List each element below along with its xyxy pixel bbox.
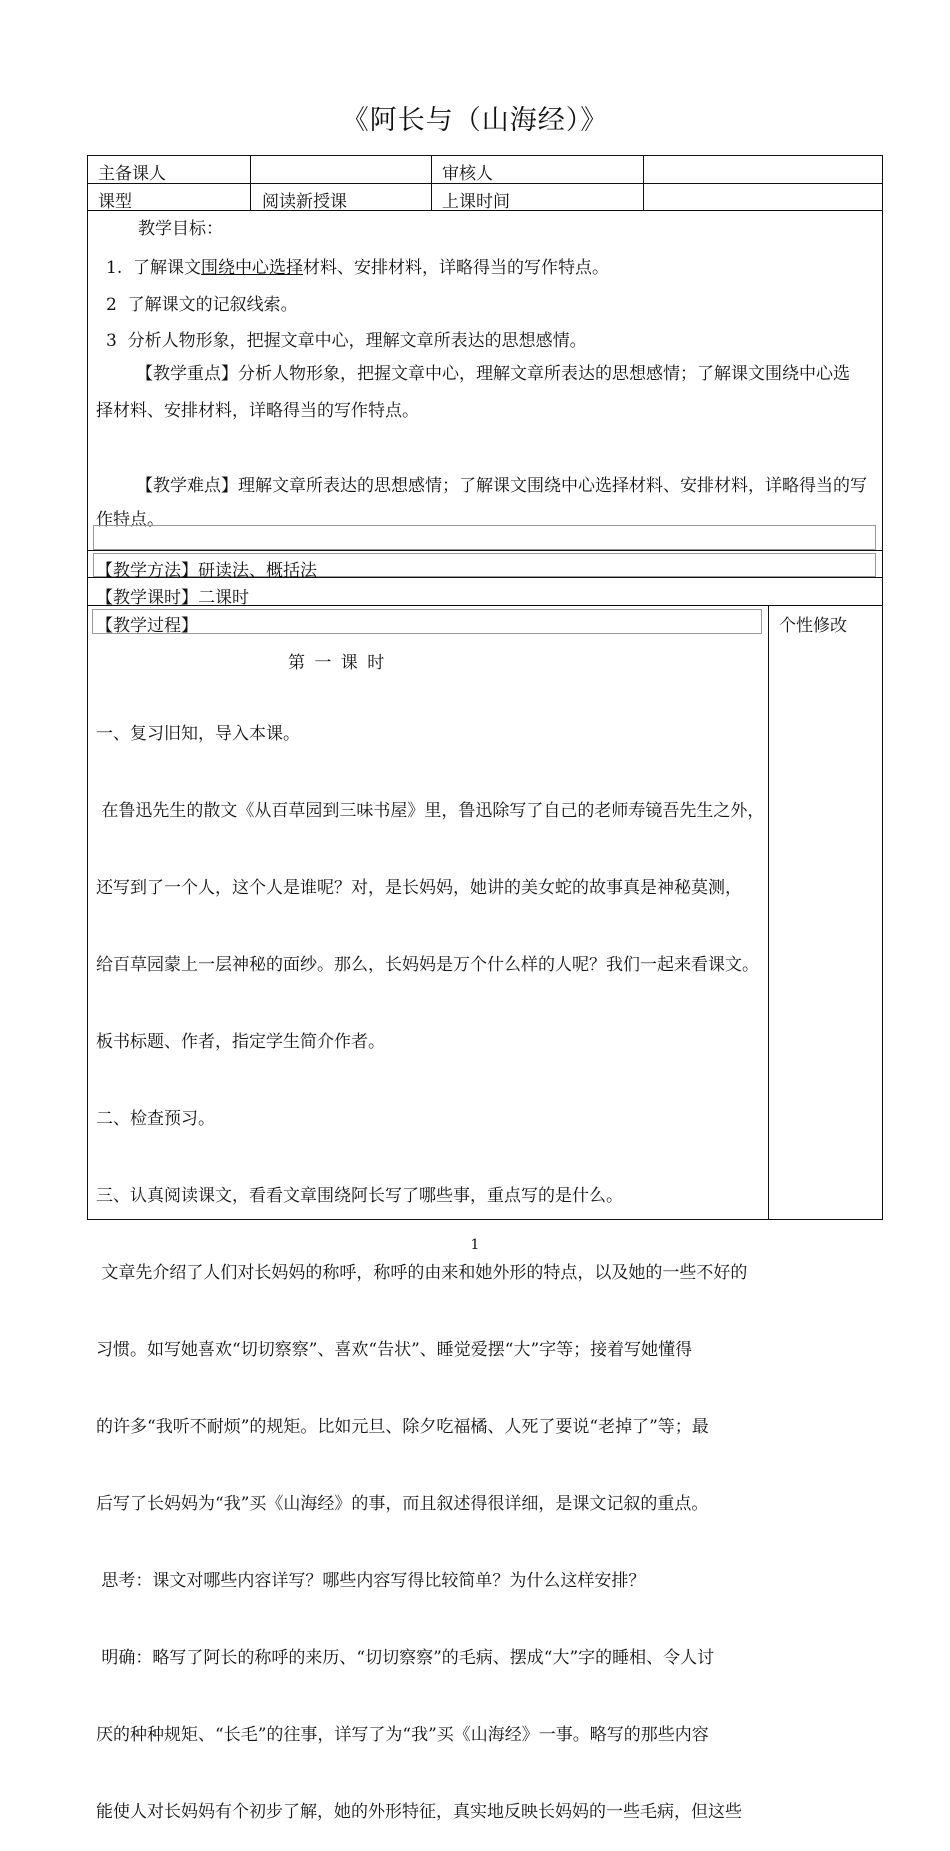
objectives-heading: 教学目标： bbox=[138, 219, 223, 239]
objective-text-post: 材料、安排材料，详略得当的写作特点。 bbox=[303, 258, 610, 278]
body-line: 的许多“我听不耐烦”的规矩。比如元旦、除夕吃福橘、人死了要说“老掉了”等；最 bbox=[96, 1417, 709, 1437]
body-line: 在鲁迅先生的散文《从百草园到三味书屋》里，鲁迅除写了自己的老师寿镜吾先生之外， bbox=[96, 801, 765, 821]
label-lead-teacher: 主备课人 bbox=[98, 164, 166, 184]
header-col-divider-1 bbox=[250, 155, 251, 211]
body-line: 一、复习旧知，导入本课。 bbox=[96, 724, 300, 744]
body-line: 后写了长妈妈为“我”买《山海经》的事，而且叙述得很详细，是课文记叙的重点。 bbox=[96, 1494, 709, 1514]
key-points bbox=[96, 356, 850, 430]
key-points-line: 【教学重点】分析人物形象，把握文章中心，理解文章所表达的思想感情；了解课文围绕中心选 bbox=[136, 364, 850, 384]
objective-text-pre: 了解课文 bbox=[133, 258, 202, 278]
label-class-time: 上课时间 bbox=[442, 192, 510, 212]
objective-item-2 bbox=[106, 290, 298, 315]
body-line: 明确：略写了阿长的称呼的来历、“切切察察”的毛病、摆成“大”字的睡相、令人讨 bbox=[96, 1648, 715, 1668]
objective-text-underlined: 围绕中心选择 bbox=[201, 258, 304, 278]
lesson-title: 第 一 课 时 bbox=[288, 653, 387, 673]
personal-notes-heading: 个性修改 bbox=[779, 616, 847, 636]
difficulty-line: 作特点。 bbox=[96, 510, 164, 530]
process-heading: 【教学过程】 bbox=[96, 616, 198, 636]
body-line: 还写到了一个人，这个人是谁呢？对，是长妈妈，她讲的美女蛇的故事真是神秘莫测， bbox=[96, 878, 742, 898]
key-points-line: 择材料、安排材料，详略得当的写作特点。 bbox=[96, 401, 419, 421]
body-line: 厌的种种规矩、“长毛”的往事，详写了为“我”买《山海经》一事。略写的那些内容 bbox=[96, 1725, 709, 1745]
objective-text: 分析人物形象，把握文章中心，理解文章所表达的思想感情。 bbox=[127, 331, 587, 351]
objective-number: 1. bbox=[106, 258, 123, 278]
page-number: 1 bbox=[470, 1237, 480, 1253]
objective-item-1 bbox=[106, 253, 609, 278]
teaching-hours: 【教学课时】二课时 bbox=[96, 588, 249, 608]
body-line: 能使人对长妈妈有个初步了解，她的外形特征，真实地反映长妈妈的一些毛病，但这些 bbox=[96, 1802, 742, 1822]
body-line: 文章先介绍了人们对长妈妈的称呼，称呼的由来和她外形的特点，以及她的一些不好的 bbox=[96, 1263, 748, 1283]
body-line: 习惯。如写她喜欢“切切察察”、喜欢“告状”、睡觉爱摆“大”字等；接着写她懂得 bbox=[96, 1340, 693, 1360]
body-line: 板书标题、作者，指定学生简介作者。 bbox=[96, 1032, 385, 1052]
objective-text: 了解课文的记叙线索。 bbox=[127, 295, 298, 315]
header-col-divider-2 bbox=[431, 155, 432, 211]
objective-number: 2 bbox=[106, 295, 117, 315]
difficulty-line: 【教学难点】理解文章所表达的思想感情；了解课文围绕中心选择材料、安排材料，详略得当的写 bbox=[136, 476, 867, 496]
header-col-divider-3 bbox=[643, 155, 644, 211]
label-reviewer: 审核人 bbox=[442, 164, 493, 184]
objective-item-3 bbox=[106, 326, 587, 351]
process-body bbox=[96, 676, 764, 1851]
blank-inner-box bbox=[93, 525, 876, 550]
body-line: 给百草园蒙上一层神秘的面纱。那么，长妈妈是万个什么样的人呢？我们一起来看课文。 bbox=[96, 955, 759, 975]
value-lesson-type: 阅读新授课 bbox=[262, 192, 347, 212]
teaching-method: 【教学方法】研读法、概括法 bbox=[96, 561, 317, 581]
process-col-divider bbox=[768, 606, 769, 1220]
objective-number: 3 bbox=[106, 331, 117, 351]
body-line: 三、认真阅读课文，看看文章围绕阿长写了哪些事，重点写的是什么。 bbox=[96, 1186, 623, 1206]
body-line: 思考：课文对哪些内容详写？哪些内容写得比较简单？为什么这样安排？ bbox=[96, 1571, 646, 1591]
body-line: 二、检查预习。 bbox=[96, 1109, 215, 1129]
label-lesson-type: 课型 bbox=[98, 192, 132, 212]
document-title: 《阿长与（山海经）》 bbox=[341, 105, 609, 136]
